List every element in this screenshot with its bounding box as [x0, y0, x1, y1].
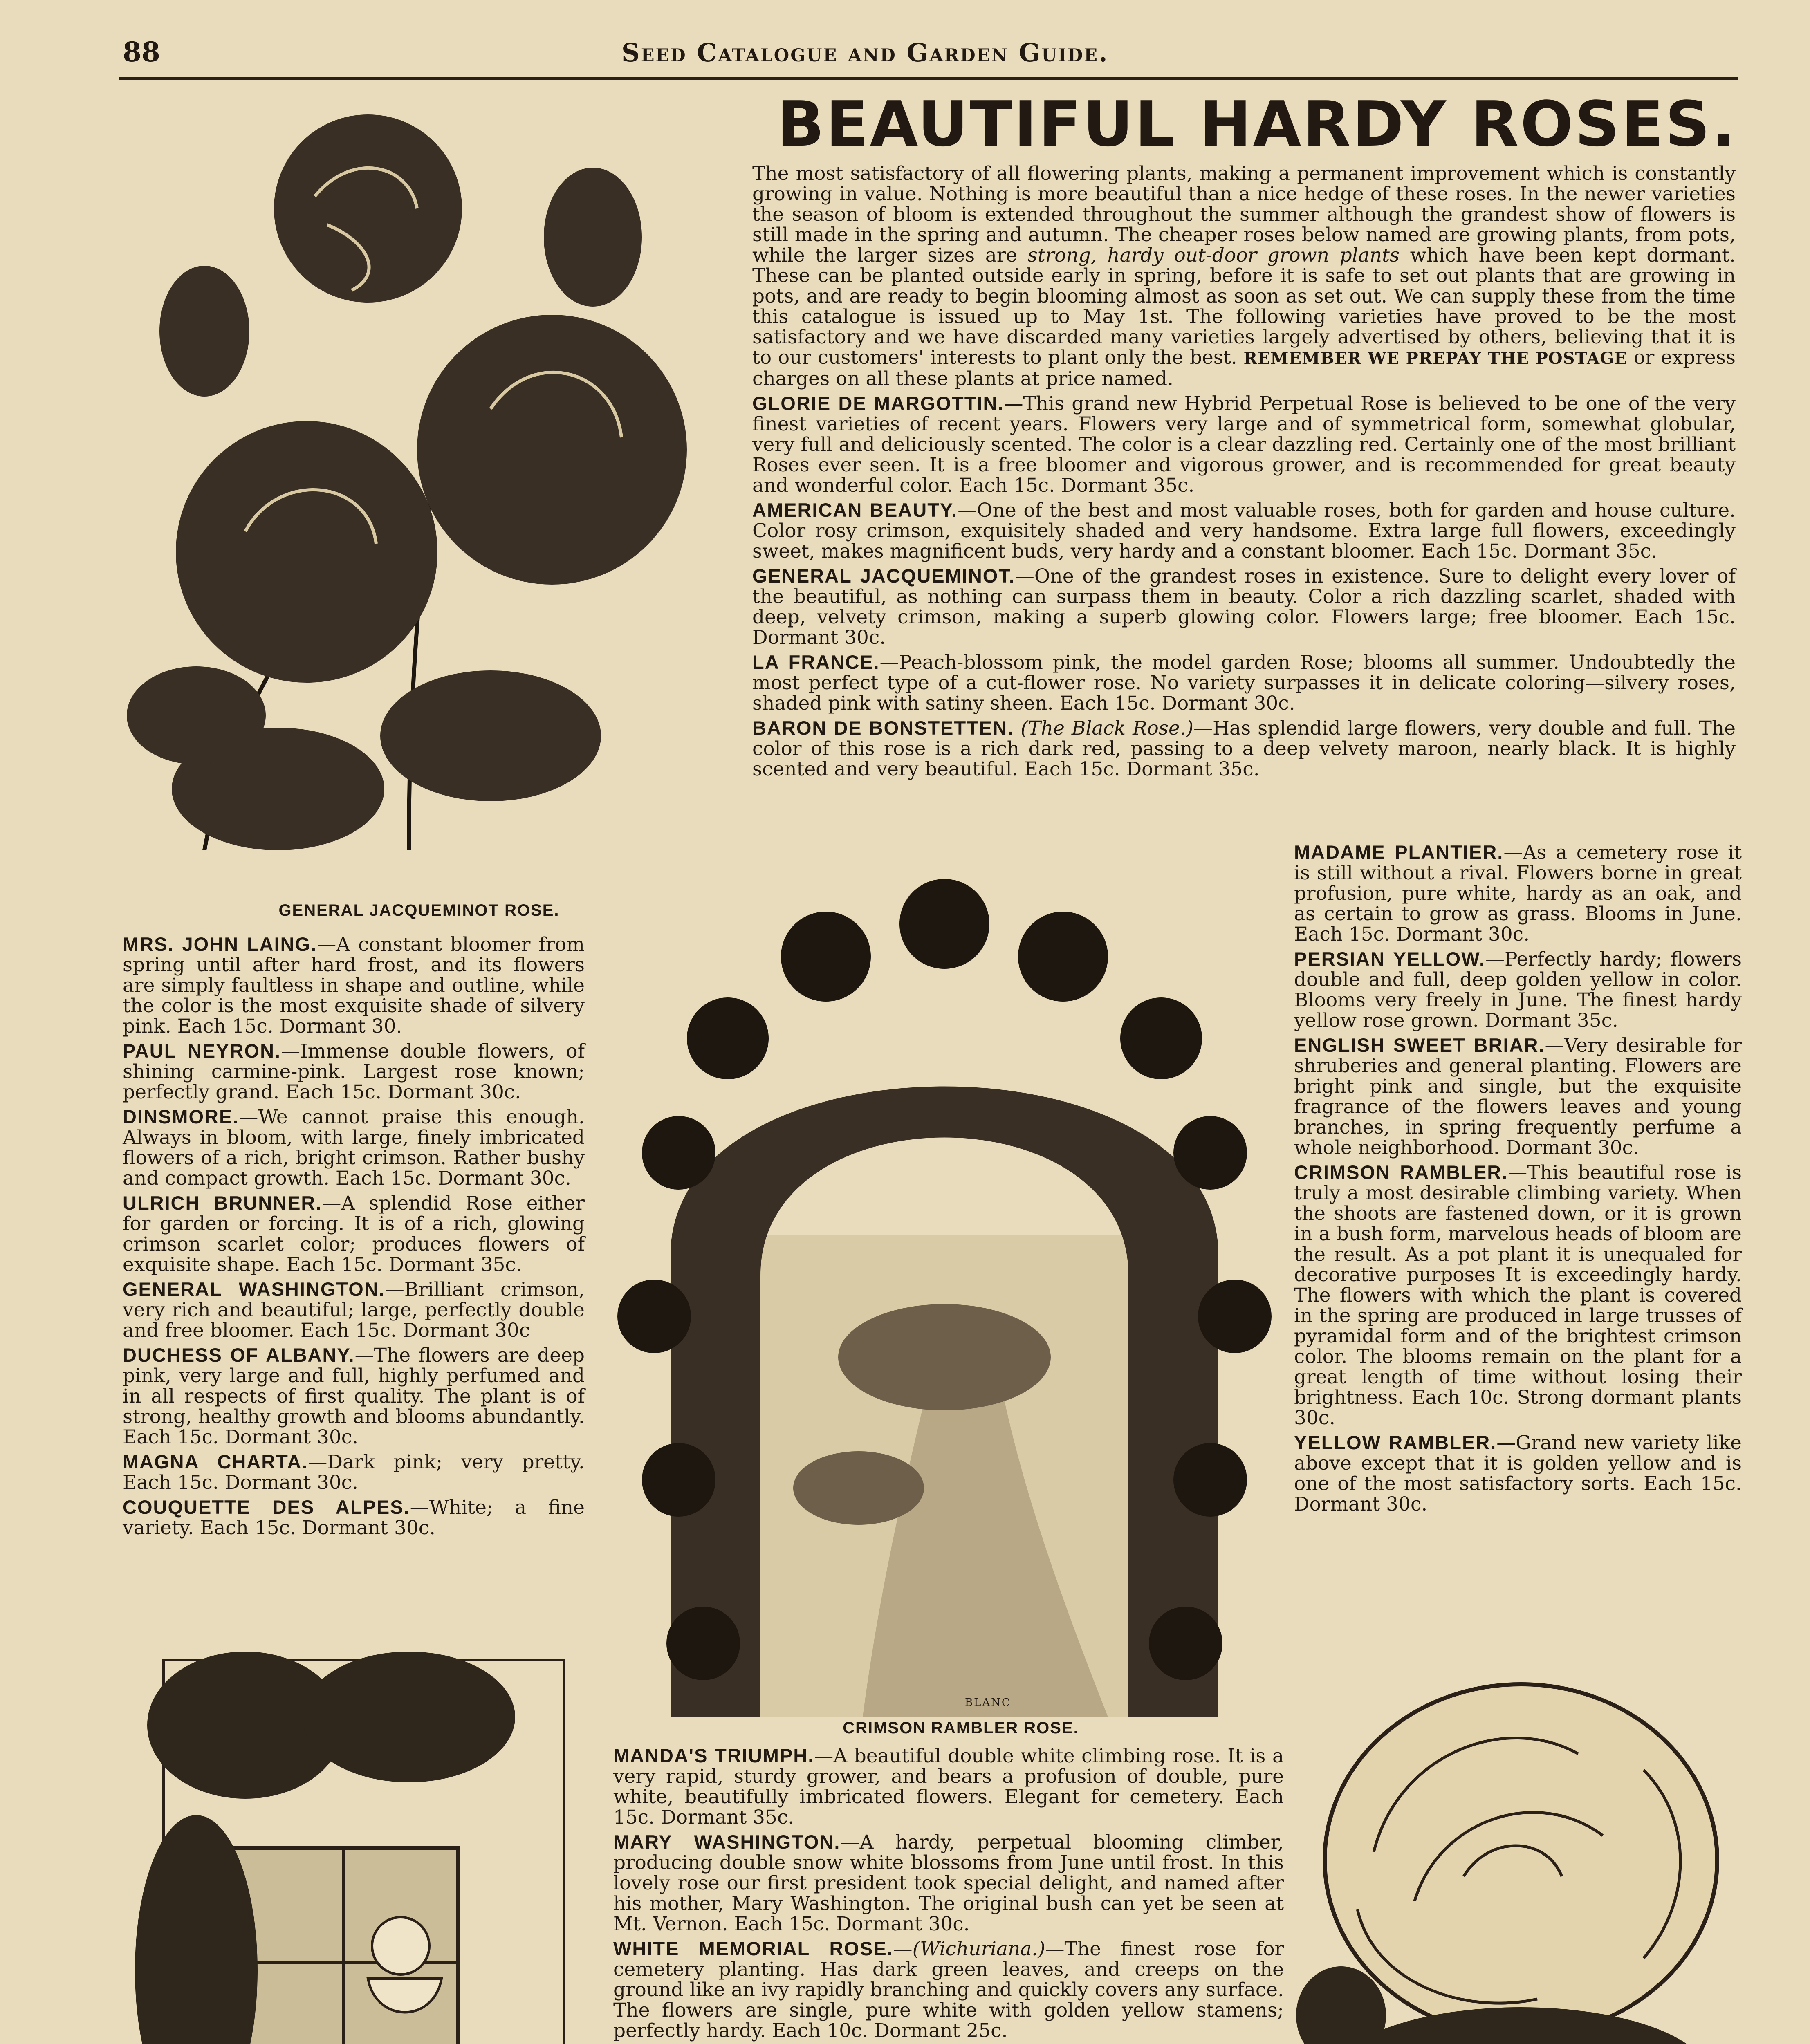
entry-name: PERSIAN YELLOW. — [1294, 948, 1486, 970]
intro-caps: REMEMBER WE PREPAY THE POSTAGE — [1243, 349, 1627, 368]
entry-name: PAUL NEYRON. — [123, 1040, 281, 1062]
page-number: 88 — [123, 36, 160, 68]
entry-name: AMERICAN BEAUTY. — [752, 499, 958, 521]
entry-text: —Dark pink; very pretty. Each 15c. Dormant 30c. — [123, 1451, 585, 1494]
entry-name: MRS. JOHN LAING. — [123, 933, 317, 955]
entry-mandas-triumph — [613, 1746, 1284, 1828]
entry-italic: (The Black Rose.) — [1021, 717, 1194, 740]
entry-magna-charta — [123, 1452, 585, 1493]
entry-name: BARON DE BONSTETTEN. — [752, 717, 1014, 739]
entry-text: —Brilliant crimson, very rich and beautiful; large, perfectly double and free bloomer. Each 15c. Dormant 30c — [123, 1278, 585, 1342]
intro-italic: strong, hardy out-door grown plants — [1027, 244, 1400, 267]
entry-name: CRIMSON RAMBLER. — [1294, 1161, 1508, 1183]
entry-name: ENGLISH SWEET BRIAR. — [1294, 1034, 1545, 1056]
house-porch-engraving-icon — [123, 1643, 589, 2044]
entry-text: —As a cemetery rose it is still without a rival. Flowers borne in great profusion, pure white, hardy as an oak, and as certain to grow as grass. Blooms in June. Each 15c. Dormant 30c. — [1294, 841, 1742, 946]
entry-text: —Peach-blossom pink, the model garden Rose; blooms all summer. Undoubtedly the most perfect type of a cut-flower rose. No variety surpasses it in delicate coloring—silvery roses, shaded pink with satiny sheen. Each 15c. Dormant 30c. — [752, 651, 1736, 715]
entry-text: —One of the best and most valuable roses, both for garden and house culture. Color rosy crimson, exquisitely shaded and very handsome. Extra large full flowers, exceedingly sweet, makes magnificent buds, very hardy and a constant bloomer. Each 15c. Dormant 35c. — [752, 499, 1736, 563]
entry-text: —The flowers are deep pink, very large and full, highly perfumed and in all respects of first quality. The plant is of strong, healthy growth and blooms abundantly. Each 15c. Dormant 30c. — [123, 1344, 585, 1448]
entry-white-memorial-rose — [613, 1939, 1284, 2041]
intro-paragraph — [752, 164, 1736, 389]
entry-name: GENERAL WASHINGTON. — [123, 1278, 385, 1300]
entry-name: GLORIE DE MARGOTTIN. — [752, 392, 1004, 414]
crimson-rambler-illustration — [597, 867, 1292, 1717]
entry-text: —Grand new variety like above except that it is golden yellow and is one of the most satisfactory sorts. Each 15c. Dormant 30c. — [1294, 1432, 1742, 1515]
entry-name: LA FRANCE. — [752, 651, 880, 673]
entry-dinsmore — [123, 1107, 585, 1189]
entry-name: DINSMORE. — [123, 1106, 239, 1127]
intro-text-3: or express charges on all these plants at price named. — [752, 346, 1736, 390]
entry-name: MANDA'S TRIUMPH. — [613, 1745, 814, 1766]
entry-la-france — [752, 652, 1736, 714]
general-jacqueminot-illustration — [123, 102, 715, 850]
entry-text: —A splendid Rose either for garden or forcing. It is of a rich, glowing crimson scarlet color; produces flowers of exquisite shape. Each 15c. Dormant 35c. — [123, 1192, 585, 1276]
entry-text: —White; a fine variety. Each 15c. Dormant 30c. — [123, 1496, 585, 1539]
entry-yellow-rambler — [1294, 1432, 1742, 1515]
entry-paul-neyron — [123, 1041, 585, 1103]
entry-text: —Immense double flowers, of shining carmine-pink. Largest rose known; perfectly grand. Each 15c. Dormant 30c. — [123, 1040, 585, 1103]
entry-baron-de-bonstetten — [752, 718, 1736, 780]
page-title: BEAUTIFUL HARDY ROSES. — [777, 88, 1737, 160]
bottom-column — [613, 1746, 1284, 2044]
entry-text: —Perfectly hardy; flowers double and full, deep golden yellow in color. Blooms very freely in June. The finest hardy yellow rose grown. Dormant 35c. — [1294, 948, 1742, 1032]
entry-name: MAGNA CHARTA. — [123, 1451, 308, 1472]
entry-general-washington — [123, 1279, 585, 1341]
entry-text: —One of the grandest roses in existence. Sure to delight every lover of the beautiful, as nothing can surpass them in beauty. Color a rich dazzling scarlet, shaded with deep, velvety crimson, making a superb glowing color. Flowers large; free bloomer. Each 15c. Dormant 30c. — [752, 565, 1736, 649]
entry-text: —The finest rose for cemetery planting. Has dark green leaves, and creeps on the ground like an ivy rapidly branching and quickly covers any surface. The flowers are single, pure white with golden yellow stamens; perfectly hardy. Each 10c. Dormant 25c. — [613, 1938, 1284, 2042]
entry-name: GENERAL JACQUEMINOT. — [752, 565, 1015, 587]
rose-arch-engraving-icon — [597, 867, 1292, 1717]
entry-name: DUCHESS OF ALBANY. — [123, 1344, 355, 1366]
entry-name: MADAME PLANTIER. — [1294, 841, 1504, 863]
entry-text: —A beautiful double white climbing rose. It is a very rapid, sturdy grower, and bears a profusion of double, pure white, beautifully imbricated flowers. Elegant for cemetery. Each 15c. Dormant 35c. — [613, 1745, 1284, 1829]
rose-engraving-icon — [123, 102, 715, 850]
entry-crimson-rambler — [1294, 1162, 1742, 1428]
entry-couquette-des-alpes — [123, 1497, 585, 1538]
intro-section — [752, 164, 1736, 784]
caption-crimson-rambler: CRIMSON RAMBLER ROSE. — [843, 1719, 1079, 1737]
entry-text: —Has splendid large flowers, very double and full. The color of this rose is a rich dark red, passing to a deep velvety maroon, nearly black. It is highly scented and very beautiful. Each 15c. Dormant 35c. — [752, 717, 1736, 780]
intro-text: The most satisfactory of all flowering plants, making a permanent improvement which is constantly growing in value. Nothing is more beautiful than a nice hedge of these roses. In the newer varieties the season of bloom is extended throughout the summer although the grandest show of flowers is still made in the spring and autumn. The cheaper roses below named are growing plants, from pots, while the larger sizes are — [752, 162, 1736, 267]
entry-english-sweet-briar — [1294, 1035, 1742, 1158]
entry-text: —A hardy, perpetual blooming climber, producing double snow white blossoms from June until frost. In this lovely rose our first president took special delight, and named after his mother, Mary Washington. The original bush can yet be seen at Mt. Vernon. Each 15c. Dormant 30c. — [613, 1831, 1284, 1935]
intro-text-2: which have been kept dormant. These can be planted outside early in spring, before it is safe to set out plants that are growing in pots, and are ready to begin blooming almost as soon as set out. We can supply these from the time this catalogue is issued up to May 1st. The following varieties have proved to be the most satisfactory and we have discarded many varieties largely advertised by others, believing that it is to our customers' interests to plant only the best. — [752, 244, 1736, 369]
left-column — [123, 934, 585, 1542]
entry-text: —This grand new Hybrid Perpetual Rose is believed to be one of the very finest varieties of recent years. Flowers very large and of symmetrical form, somewhat globular, very full and deliciously scented. The color is a clear dazzling red. Certainly one of the most brilliant Roses ever seen. It is a free bloomer and vigorous grower, and is recommended for great beauty and wonderful color. Each 15c. Dormant 35c. — [752, 392, 1736, 497]
entry-mary-washington — [613, 1832, 1284, 1934]
entry-text: —This beautiful rose is truly a most desirable climbing variety. When the shoots are fastened down, or it is grown in a bush form, marvelous heads of bloom are the result. As a pot plant it is unequaled for decorative purposes It is exceedingly hardy. The flowers with which the plant is covered in the spring are produced in large trusses of pyramidal form and of the brightest crimson color. The blooms remain on the plant for a great length of time without losing their brightness. Each 10c. Strong dormant plants 30c. — [1294, 1161, 1742, 1429]
caption-general-jacqueminot: GENERAL JACQUEMINOT ROSE. — [278, 901, 560, 919]
entry-persian-yellow — [1294, 949, 1742, 1031]
entry-glorie-de-margottin — [752, 393, 1736, 496]
header-rule — [119, 77, 1738, 80]
entry-name: MARY WASHINGTON. — [613, 1831, 841, 1853]
entry-italic: —(Wichuriana.) — [893, 1938, 1045, 1960]
moss-rose-engraving-icon — [1292, 1647, 1758, 2044]
engraver-signature: BLANC — [965, 1697, 1011, 1709]
entry-american-beauty — [752, 500, 1736, 562]
mary-washington-illustration — [123, 1643, 589, 2044]
moss-rose-illustration — [1292, 1647, 1758, 2044]
entry-text: —A constant bloomer from spring until after hard frost, and its flowers are simply faultless in shape and outline, while the color is the most exquisite shade of silvery pink. Each 15c. Dormant 30. — [123, 933, 585, 1038]
entry-text: —We cannot praise this enough. Always in bloom, with large, finely imbricated flowers of a rich, bright crimson. Rather bushy and compact growth. Each 15c. Dormant 30c. — [123, 1106, 585, 1190]
entry-name: ULRICH BRUNNER. — [123, 1192, 322, 1214]
entry-madame-plantier — [1294, 842, 1742, 945]
entry-text: —Very desirable for shruberies and general planting. Flowers are bright pink and single, but the exquisite fragrance of the flowers leaves and young branches, in spring frequently perfume a whole neighborhood. Dormant 30c. — [1294, 1034, 1742, 1159]
running-title: Seed Catalogue and Garden Guide. — [621, 38, 1109, 67]
entry-ulrich-brunner — [123, 1193, 585, 1275]
entry-name: COUQUETTE DES ALPES. — [123, 1496, 410, 1518]
entry-mrs-john-laing — [123, 934, 585, 1037]
entry-name: WHITE MEMORIAL ROSE. — [613, 1938, 893, 1959]
entry-general-jacqueminot — [752, 566, 1736, 648]
entry-name: YELLOW RAMBLER. — [1294, 1432, 1497, 1453]
right-column — [1294, 842, 1742, 1519]
entry-duchess-of-albany — [123, 1345, 585, 1448]
